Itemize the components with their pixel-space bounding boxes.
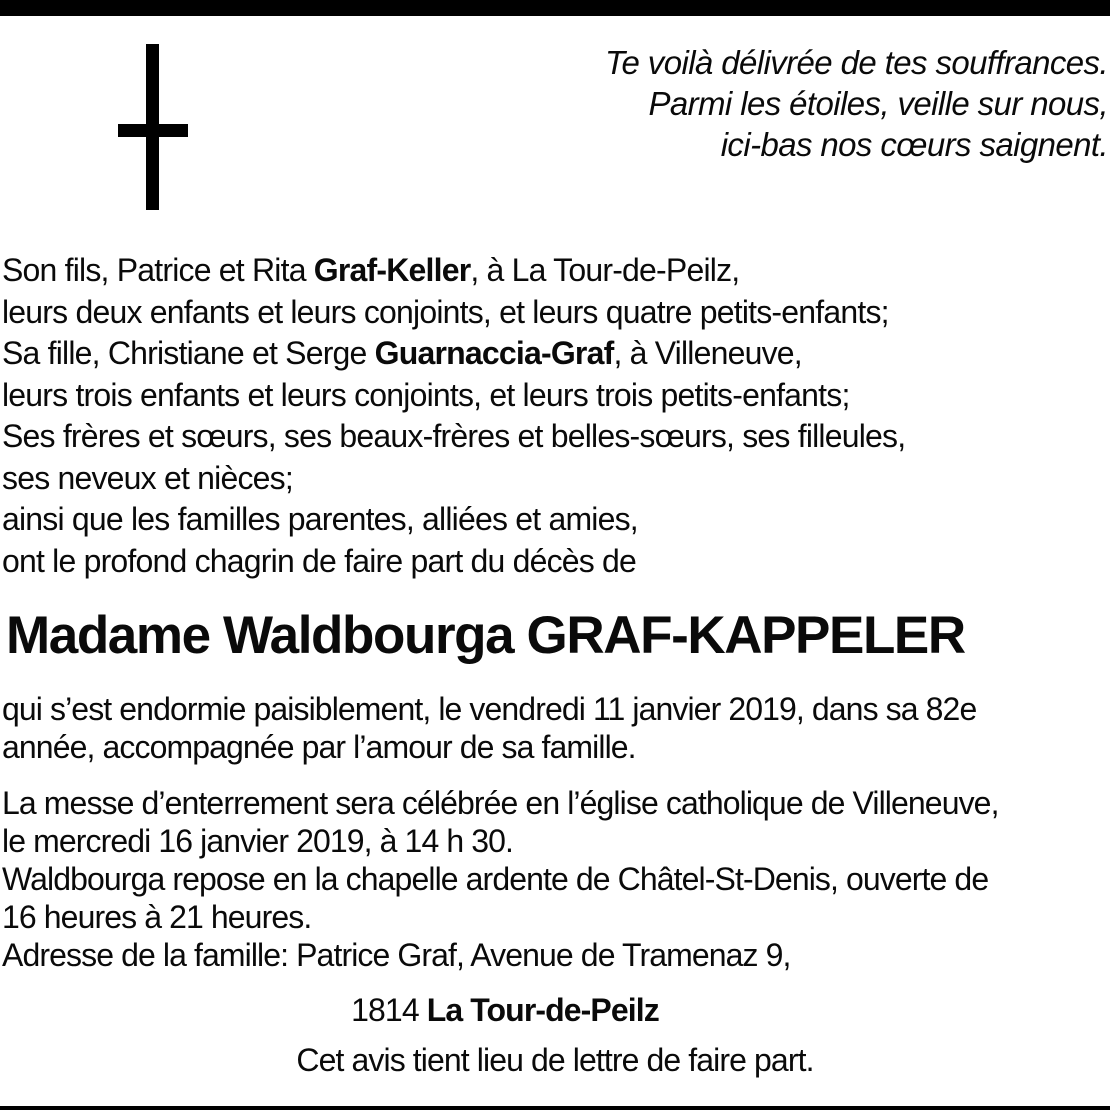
cross-icon: [118, 44, 188, 210]
family-text: , à Villeneuve,: [613, 335, 802, 371]
family-surname-daughter: Guarnaccia-Graf: [374, 335, 614, 371]
passing-line: qui s’est endormie paisiblement, le vendredi 11 janvier 2019, dans sa 82e: [2, 691, 977, 727]
family-announcement: [2, 250, 1102, 582]
passing-line: année, accompagnée par l’amour de sa famille.: [2, 729, 636, 765]
family-line-son: [2, 250, 1102, 292]
ceremony-paragraph: [2, 784, 1108, 974]
city: La Tour-de-Peilz: [426, 992, 659, 1028]
deceased-name: Madame Waldbourga GRAF-KAPPELER: [6, 606, 965, 665]
postcode: 1814: [351, 992, 419, 1028]
passing-paragraph: [2, 690, 1108, 766]
closing-note: Cet avis tient lieu de lettre de faire part.: [296, 1042, 814, 1078]
epigraph-line: Parmi les étoiles, veille sur nous,: [648, 85, 1108, 122]
family-text: Sa fille, Christiane et Serge: [2, 335, 375, 371]
family-line: ont le profond chagrin de faire part du décès de: [2, 542, 637, 579]
epigraph-line: Te voilà délivrée de tes souffrances.: [604, 44, 1108, 81]
epigraph-line: ici-bas nos cœurs saignent.: [720, 126, 1108, 163]
family-text: , à La Tour-de-Peilz,: [470, 252, 740, 288]
ceremony-line: La messe d’enterrement sera célébrée en l’église catholique de Villeneuve,: [2, 785, 999, 821]
bottom-rule: [0, 1106, 1110, 1110]
family-surname-son: Graf-Keller: [313, 252, 471, 288]
family-line: leurs trois enfants et leurs conjoints, et leurs trois petits-enfants;: [2, 376, 850, 413]
family-line: ainsi que les familles parentes, alliées et amies,: [2, 501, 638, 537]
family-line: leurs deux enfants et leurs conjoints, et leurs quatre petits-enfants;: [2, 293, 889, 330]
ceremony-line: Waldbourga repose en la chapelle ardente de Châtel-St-Denis, ouverte de: [2, 861, 989, 897]
family-line: Ses frères et sœurs, ses beaux-frères et belles-sœurs, ses filleules,: [2, 418, 906, 454]
family-text: Son fils, Patrice et Rita: [2, 252, 314, 288]
family-address-line: Adresse de la famille: Patrice Graf, Avenue de Tramenaz 9,: [2, 937, 791, 973]
top-rule: [0, 0, 1110, 16]
ceremony-line: le mercredi 16 janvier 2019, à 14 h 30.: [2, 823, 514, 859]
ceremony-line: 16 heures à 21 heures.: [2, 899, 312, 935]
family-line: ses neveux et nièces;: [2, 459, 293, 496]
epigraph: [408, 42, 1108, 165]
family-line-daughter: [2, 333, 1102, 375]
family-address-city: [0, 990, 1010, 1030]
cross-horizontal-bar: [118, 124, 188, 137]
